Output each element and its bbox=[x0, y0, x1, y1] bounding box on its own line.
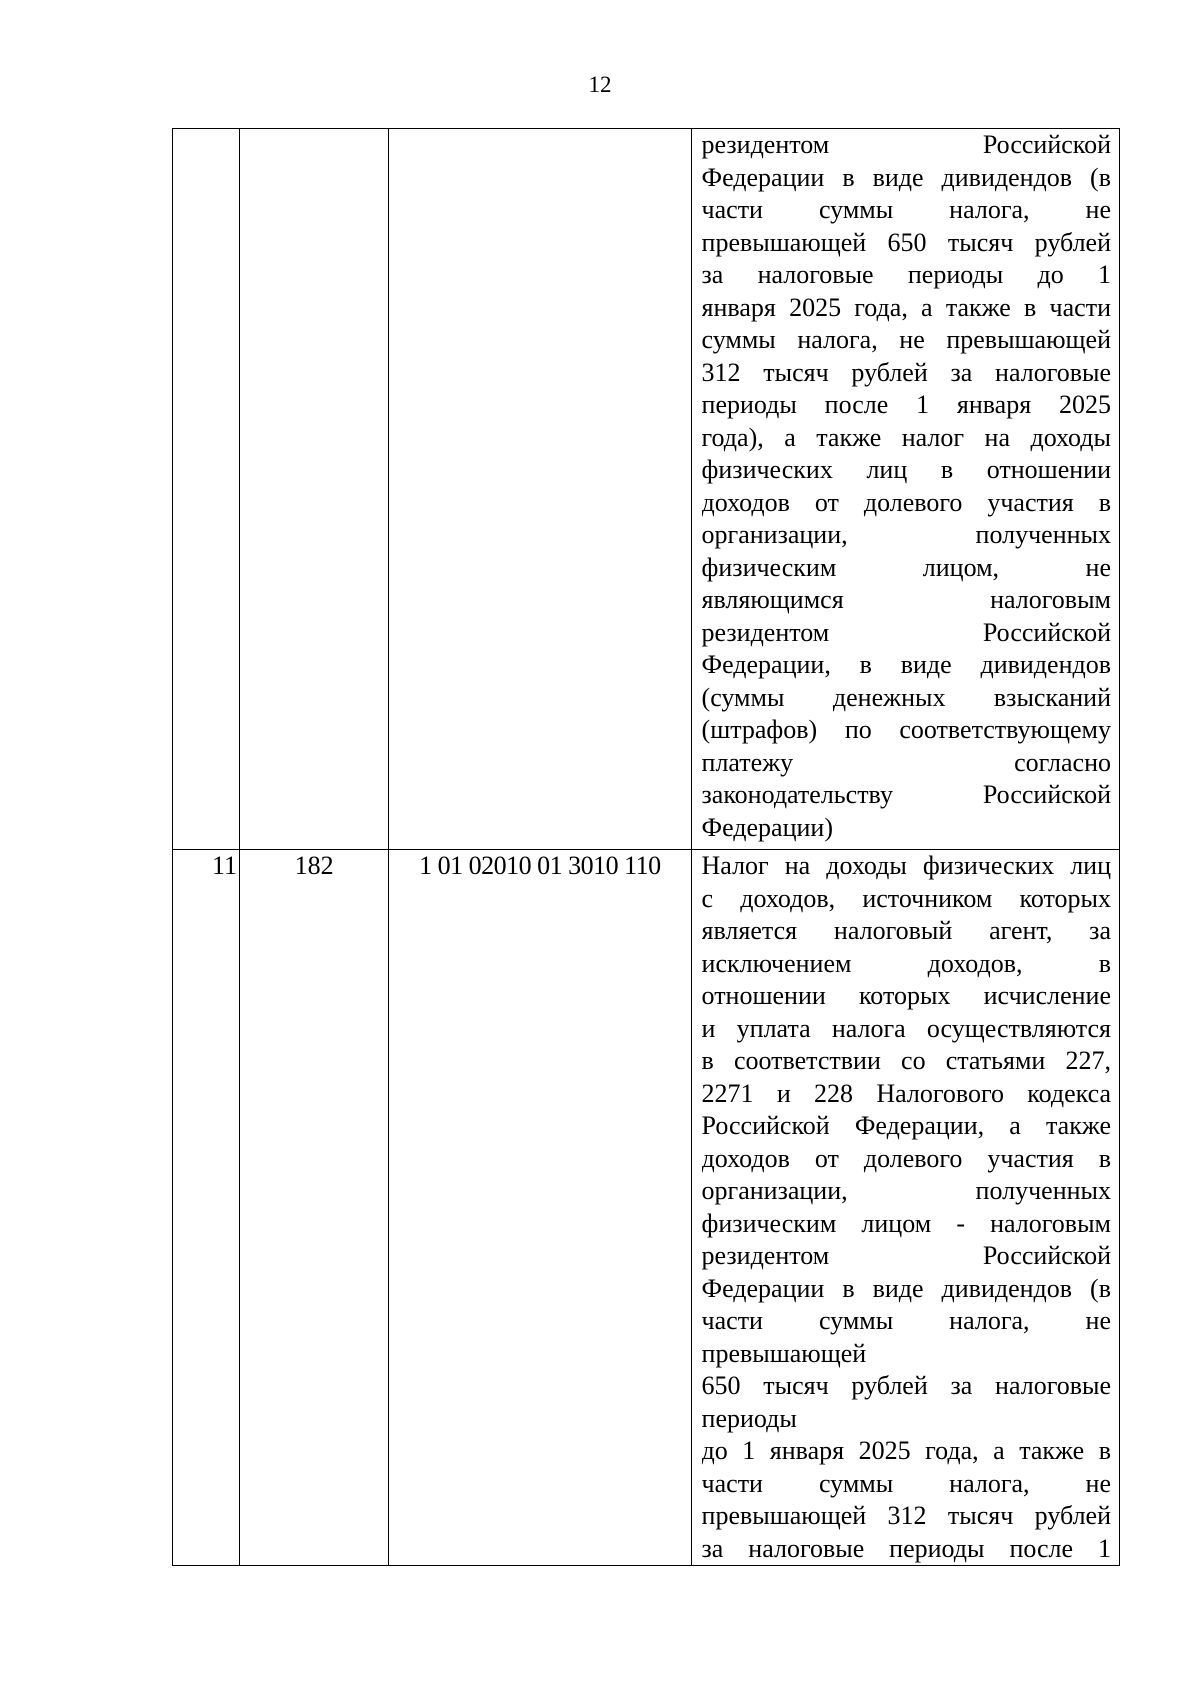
description-line: с доходов, источником которых bbox=[701, 883, 1111, 913]
description-line: части суммы налога, не bbox=[701, 1306, 1111, 1335]
description-cell bbox=[691, 850, 1119, 1566]
description-line: является налоговый агент, за bbox=[701, 916, 1111, 945]
description-line: 312 тысяч рублей за налоговые bbox=[701, 357, 1111, 387]
description-line: части суммы налога, не bbox=[701, 1468, 1111, 1498]
description-line: за налоговые периоды после 1 bbox=[701, 1533, 1111, 1563]
row-index-cell bbox=[173, 129, 240, 850]
kbk-code-cell bbox=[389, 129, 691, 850]
row-index-cell: 11 bbox=[173, 850, 240, 1566]
description-line: за налоговые периоды до 1 bbox=[701, 260, 1111, 289]
description-line: (суммы денежных взысканий bbox=[701, 682, 1111, 712]
description-line: суммы налога, не превышающей bbox=[701, 325, 1111, 354]
description-line: Налог на доходы физических лиц bbox=[701, 851, 1111, 880]
admin-code-cell bbox=[240, 129, 389, 850]
admin-code-cell: 182 bbox=[240, 850, 389, 1566]
description-line: превышающей 312 тысяч рублей bbox=[701, 1501, 1111, 1530]
description-line: Федерации в виде дивидендов (в bbox=[701, 162, 1111, 192]
description-line: Федерации в виде дивидендов (в bbox=[701, 1273, 1111, 1303]
description-line: физическим лицом, не bbox=[701, 552, 1111, 582]
description-line: исключением доходов, в bbox=[701, 948, 1111, 978]
description-line: Российской Федерации, а также bbox=[701, 1111, 1111, 1140]
description-line: в соответствии со статьями 227, bbox=[701, 1046, 1111, 1075]
description-line: 650 тысяч рублей за налоговые bbox=[701, 1371, 1111, 1400]
budget-classification-table bbox=[172, 128, 1120, 1566]
description-line: превышающей bbox=[701, 1338, 867, 1368]
description-line: периоды bbox=[701, 1403, 797, 1433]
description-line: законодательству Российской bbox=[701, 780, 1111, 809]
description-line: организации, полученных bbox=[701, 1176, 1111, 1205]
description-line: отношении которых исчисление bbox=[701, 981, 1111, 1010]
description-cell bbox=[691, 129, 1119, 850]
description-line: доходов от долевого участия в bbox=[701, 1143, 1111, 1173]
description-line: части суммы налога, не bbox=[701, 195, 1111, 224]
description-line: периоды после 1 января 2025 bbox=[701, 390, 1111, 419]
description-line: Федерации, в виде дивидендов bbox=[701, 650, 1111, 679]
description-line: платежу согласно bbox=[701, 747, 1111, 777]
description-line: января 2025 года, а также в части bbox=[701, 292, 1111, 322]
description-line: резидентом Российской bbox=[701, 1241, 1111, 1270]
description-line: и уплата налога осуществляются bbox=[701, 1013, 1111, 1043]
description-line: до 1 января 2025 года, а также в bbox=[701, 1436, 1111, 1465]
description-line: физическим лицом - налоговым bbox=[701, 1208, 1111, 1238]
description-line: превышающей 650 тысяч рублей bbox=[701, 227, 1111, 257]
table-row bbox=[173, 129, 1120, 850]
description-line: (штрафов) по соответствующему bbox=[701, 715, 1111, 744]
description-line: резидентом Российской bbox=[701, 130, 1111, 159]
description-line: резидентом Российской bbox=[701, 617, 1111, 647]
description-line: 2271 и 228 Налогового кодекса bbox=[701, 1078, 1111, 1108]
description-line: года), а также налог на доходы bbox=[701, 422, 1111, 452]
table-row bbox=[173, 850, 1120, 1566]
description-line: физических лиц в отношении bbox=[701, 455, 1111, 484]
kbk-code-cell: 1 01 02010 01 3010 110 bbox=[389, 850, 691, 1566]
description-line: являющимся налоговым bbox=[701, 585, 1111, 614]
description-line: Федерации) bbox=[701, 812, 833, 842]
description-line: организации, полученных bbox=[701, 520, 1111, 549]
description-line: доходов от долевого участия в bbox=[701, 487, 1111, 517]
page-number: 12 bbox=[588, 72, 612, 97]
